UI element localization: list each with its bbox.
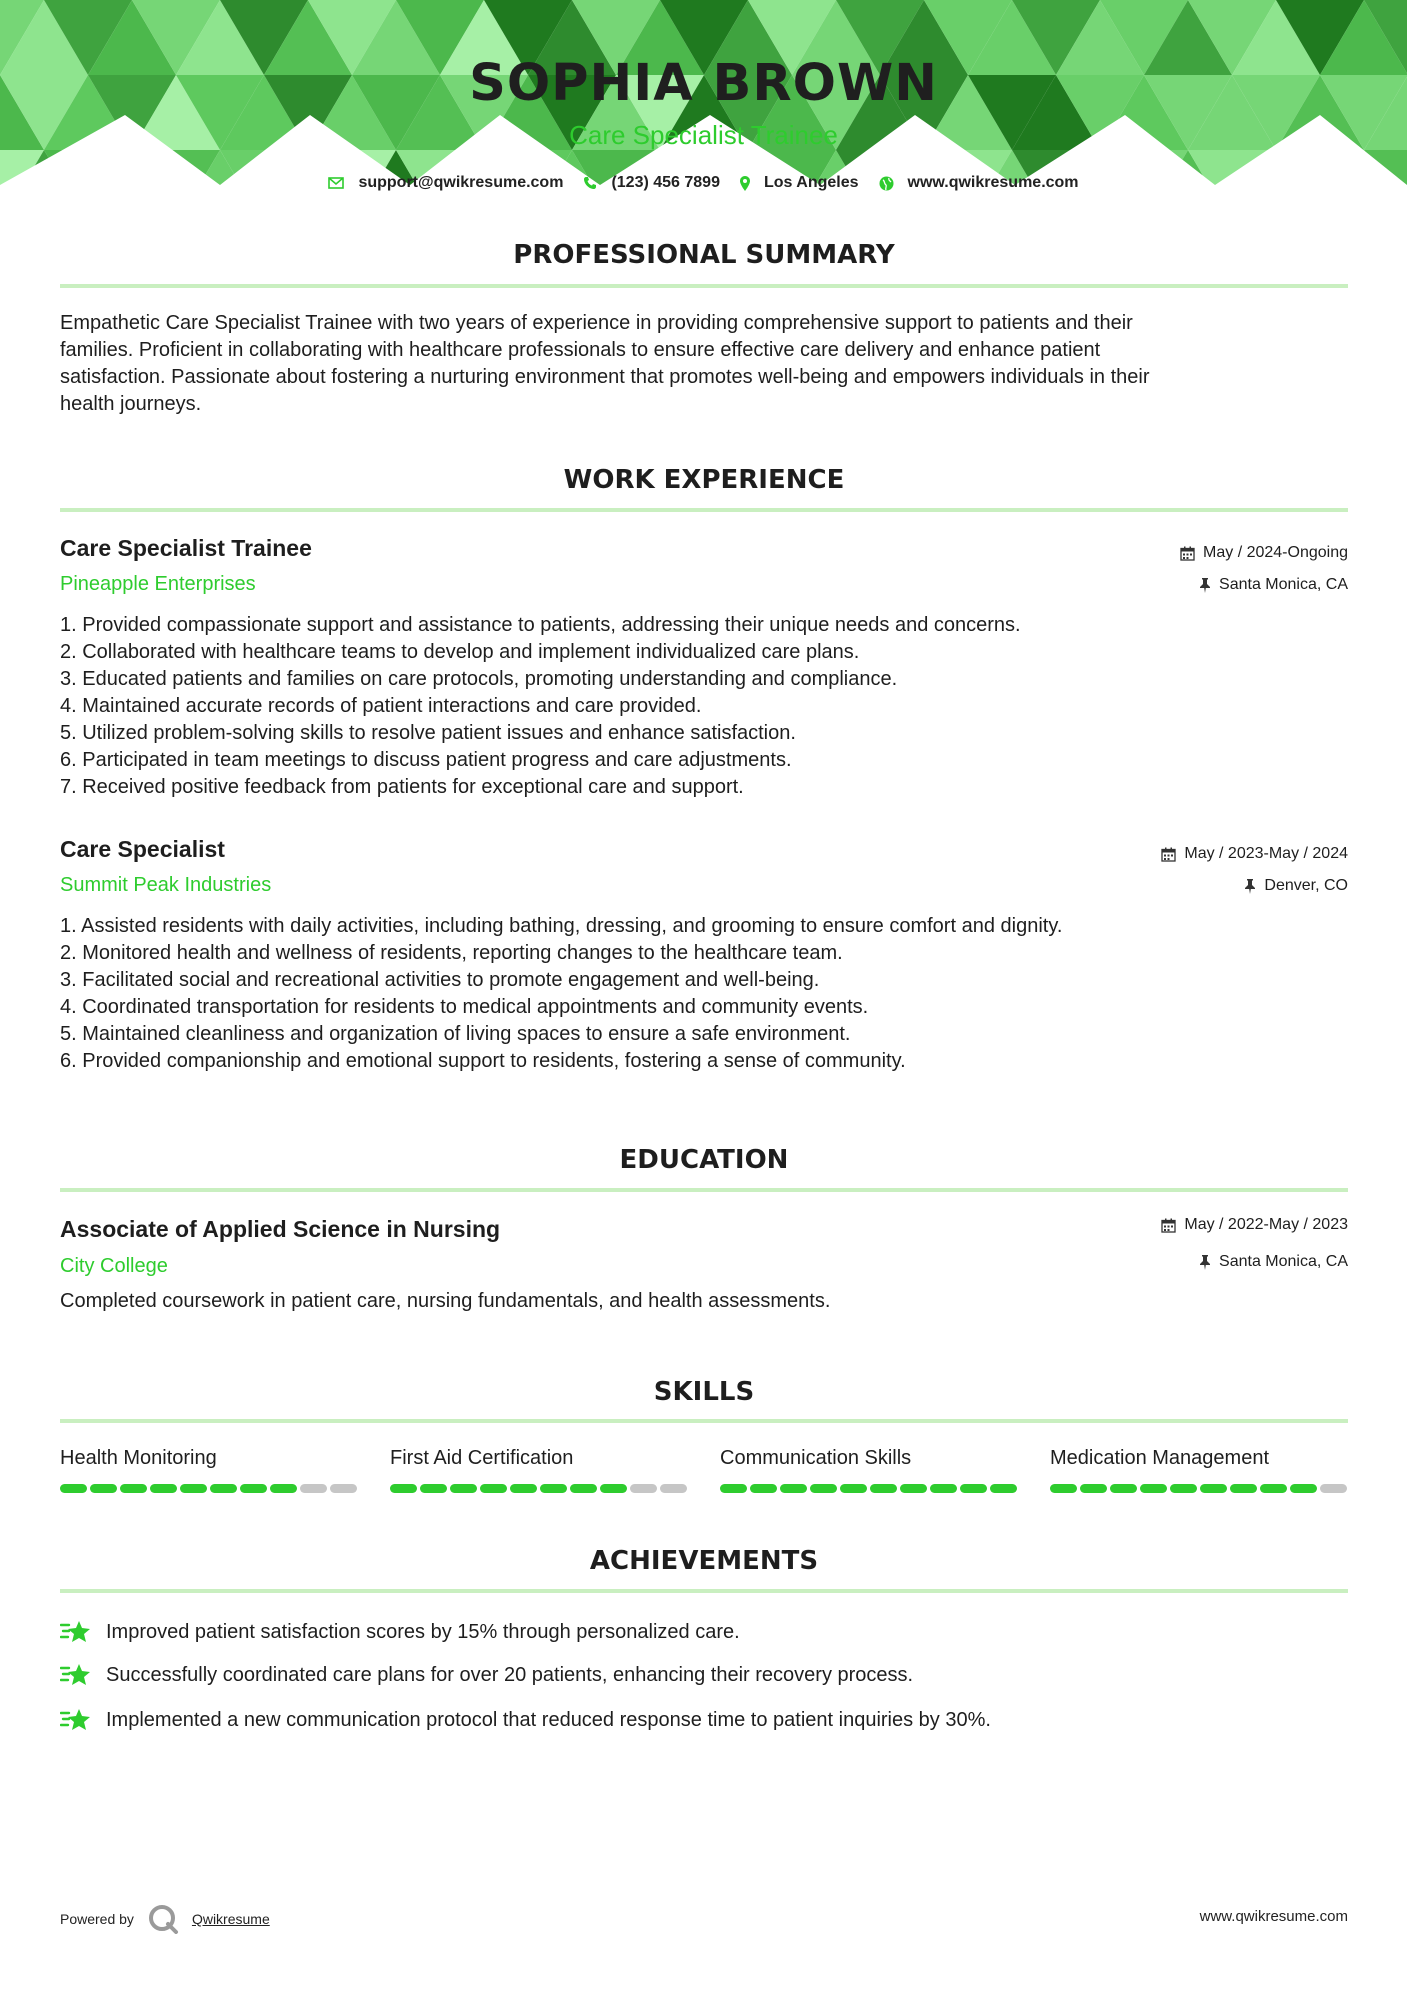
calendar-icon bbox=[1161, 1218, 1176, 1233]
skills-divider bbox=[60, 1419, 1348, 1423]
summary-line: Empathetic Care Specialist Trainee with two years of experience in providing comprehensive support to patients and their bbox=[60, 312, 1133, 334]
summary-divider bbox=[60, 284, 1348, 288]
shooting-star-icon bbox=[60, 1661, 92, 1689]
rating-dot-filled bbox=[390, 1484, 417, 1493]
pushpin-icon bbox=[1199, 1255, 1211, 1270]
rating-dot-filled bbox=[600, 1484, 627, 1493]
phone-text: (123) 456 7899 bbox=[611, 174, 720, 191]
list-item: 4. Coordinated transportation for residents to medical appointments and community events. bbox=[60, 996, 869, 1018]
rating-dot-filled bbox=[1290, 1484, 1317, 1493]
rating-dot-filled bbox=[180, 1484, 207, 1493]
skill-rating bbox=[720, 1484, 1020, 1493]
job-date-text: May / 2024-Ongoing bbox=[1203, 544, 1348, 561]
education-location bbox=[1199, 1254, 1348, 1270]
list-item: 6. Participated in team meetings to discuss patient progress and care adjustments. bbox=[60, 749, 792, 771]
skill-item bbox=[1050, 1448, 1350, 1493]
achievements-divider bbox=[60, 1589, 1348, 1593]
powered-by-text: Powered by bbox=[60, 1911, 134, 1927]
rating-dot-filled bbox=[480, 1484, 507, 1493]
summary-text bbox=[60, 310, 1350, 418]
envelope-icon bbox=[328, 177, 344, 189]
skill-name: Medication Management bbox=[1050, 1447, 1270, 1469]
skill-name: First Aid Certification bbox=[390, 1447, 574, 1469]
skill-item bbox=[60, 1448, 360, 1493]
school-name: City College bbox=[60, 1255, 168, 1277]
rating-dot-empty bbox=[630, 1484, 657, 1493]
rating-dot-filled bbox=[810, 1484, 837, 1493]
rating-dot-empty bbox=[660, 1484, 687, 1493]
job-title: Care Specialist Trainee bbox=[60, 535, 312, 561]
skill-name: Health Monitoring bbox=[60, 1447, 217, 1469]
rating-dot-filled bbox=[540, 1484, 567, 1493]
rating-dot-filled bbox=[1170, 1484, 1197, 1493]
calendar-icon bbox=[1161, 847, 1176, 862]
rating-dot-filled bbox=[1050, 1484, 1077, 1493]
job-title: Care Specialist bbox=[60, 836, 225, 862]
contact-website[interactable] bbox=[879, 174, 1079, 192]
shooting-star-icon bbox=[60, 1618, 92, 1646]
rating-dot-filled bbox=[510, 1484, 537, 1493]
job-location-text: Santa Monica, CA bbox=[1219, 576, 1348, 593]
rating-dot-filled bbox=[1200, 1484, 1227, 1493]
rating-dot-filled bbox=[210, 1484, 237, 1493]
job-location bbox=[1199, 577, 1348, 593]
contact-bar bbox=[0, 174, 1407, 192]
rating-dot-empty bbox=[1320, 1484, 1347, 1493]
rating-dot-filled bbox=[840, 1484, 867, 1493]
achievement-text: Improved patient satisfaction scores by 15% through personalized care. bbox=[106, 1621, 740, 1643]
summary-line: health journeys. bbox=[60, 393, 202, 415]
list-item: 5. Maintained cleanliness and organization of living spaces to ensure a safe environment. bbox=[60, 1023, 851, 1045]
pushpin-icon bbox=[1199, 578, 1211, 593]
summary-line: satisfaction. Passionate about fostering a nurturing environment that promotes well-being and empowers individuals in their bbox=[60, 366, 1150, 388]
rating-dot-filled bbox=[60, 1484, 87, 1493]
globe-icon bbox=[879, 176, 894, 191]
phone-icon bbox=[583, 176, 597, 190]
skill-rating bbox=[60, 1484, 360, 1493]
education-heading: EDUCATION bbox=[619, 1145, 789, 1175]
skill-rating bbox=[390, 1484, 690, 1493]
job-location bbox=[1244, 878, 1348, 894]
job-location-text: Denver, CO bbox=[1264, 877, 1348, 894]
footer-website[interactable]: www.qwikresume.com bbox=[1199, 1908, 1348, 1925]
degree-title: Associate of Applied Science in Nursing bbox=[60, 1216, 501, 1242]
location-text: Los Angeles bbox=[763, 174, 859, 191]
rating-dot-filled bbox=[120, 1484, 147, 1493]
qwikresume-logo-icon bbox=[148, 1904, 180, 1934]
list-item: 2. Collaborated with healthcare teams to develop and implement individualized care plans. bbox=[60, 641, 860, 663]
skill-rating bbox=[1050, 1484, 1350, 1493]
job-company: Pineapple Enterprises bbox=[60, 573, 256, 595]
job-date bbox=[1161, 846, 1348, 862]
job-date bbox=[1180, 545, 1348, 561]
skill-item bbox=[390, 1448, 690, 1493]
job-company: Summit Peak Industries bbox=[60, 874, 272, 896]
education-divider bbox=[60, 1188, 1348, 1192]
rating-dot-filled bbox=[870, 1484, 897, 1493]
website-text: www.qwikresume.com bbox=[907, 174, 1079, 191]
rating-dot-filled bbox=[1230, 1484, 1257, 1493]
summary-line: families. Proficient in collaborating with healthcare professionals to ensure effective care delivery and enhance patient bbox=[60, 339, 1101, 361]
contact-phone[interactable] bbox=[583, 174, 720, 192]
job-date-text: May / 2023-May / 2024 bbox=[1184, 845, 1348, 862]
rating-dot-filled bbox=[1140, 1484, 1167, 1493]
summary-heading: PROFESSIONAL SUMMARY bbox=[513, 240, 895, 270]
pushpin-icon bbox=[1244, 879, 1256, 894]
rating-dot-filled bbox=[990, 1484, 1017, 1493]
achievements-heading: ACHIEVEMENTS bbox=[589, 1546, 819, 1576]
education-date-text: May / 2022-May / 2023 bbox=[1184, 1216, 1348, 1233]
list-item: 6. Provided companionship and emotional support to residents, fostering a sense of community. bbox=[60, 1050, 906, 1072]
achievement-text: Successfully coordinated care plans for over 20 patients, enhancing their recovery process. bbox=[106, 1664, 914, 1686]
education-description: Completed coursework in patient care, nursing fundamentals, and health assessments. bbox=[60, 1290, 831, 1312]
rating-dot-filled bbox=[1260, 1484, 1287, 1493]
rating-dot-filled bbox=[930, 1484, 957, 1493]
rating-dot-filled bbox=[900, 1484, 927, 1493]
achievement-item bbox=[60, 1706, 991, 1734]
list-item: 5. Utilized problem-solving skills to resolve patient issues and enhance satisfaction. bbox=[60, 722, 796, 744]
rating-dot-filled bbox=[240, 1484, 267, 1493]
rating-dot-filled bbox=[90, 1484, 117, 1493]
skill-item bbox=[720, 1448, 1020, 1493]
rating-dot-filled bbox=[450, 1484, 477, 1493]
email-text: support@qwikresume.com bbox=[358, 174, 564, 191]
experience-heading: WORK EXPERIENCE bbox=[563, 465, 845, 495]
job-bullets bbox=[60, 913, 1350, 1075]
rating-dot-filled bbox=[270, 1484, 297, 1493]
candidate-name: SOPHIA BROWN bbox=[469, 54, 938, 113]
achievement-item bbox=[60, 1618, 740, 1646]
rating-dot-filled bbox=[750, 1484, 777, 1493]
candidate-role: Care Specialist Trainee bbox=[569, 120, 838, 150]
rating-dot-filled bbox=[420, 1484, 447, 1493]
list-item: 2. Monitored health and wellness of residents, reporting changes to the healthcare team. bbox=[60, 942, 843, 964]
shooting-star-icon bbox=[60, 1706, 92, 1734]
list-item: 7. Received positive feedback from patients for exceptional care and support. bbox=[60, 776, 744, 798]
list-item: 3. Educated patients and families on care protocols, promoting understanding and compliance. bbox=[60, 668, 898, 690]
rating-dot-filled bbox=[570, 1484, 597, 1493]
rating-dot-filled bbox=[1080, 1484, 1107, 1493]
achievement-text: Implemented a new communication protocol that reduced response time to patient inquiries by 30%. bbox=[106, 1709, 991, 1731]
calendar-icon bbox=[1180, 546, 1195, 561]
experience-divider bbox=[60, 508, 1348, 512]
list-item: 1. Assisted residents with daily activities, including bathing, dressing, and grooming to ensure comfort and dignity. bbox=[60, 915, 1063, 937]
achievement-item bbox=[60, 1661, 913, 1689]
list-item: 3. Facilitated social and recreational activities to promote engagement and well-being. bbox=[60, 969, 820, 991]
list-item: 4. Maintained accurate records of patient interactions and care provided. bbox=[60, 695, 702, 717]
rating-dot-empty bbox=[330, 1484, 357, 1493]
skill-name: Communication Skills bbox=[720, 1447, 912, 1469]
rating-dot-filled bbox=[780, 1484, 807, 1493]
education-date bbox=[1161, 1217, 1348, 1233]
map-pin-icon bbox=[740, 176, 750, 191]
education-location-text: Santa Monica, CA bbox=[1219, 1253, 1348, 1270]
contact-email[interactable] bbox=[328, 174, 563, 192]
list-item: 1. Provided compassionate support and assistance to patients, addressing their unique needs and concerns. bbox=[60, 614, 1021, 636]
rating-dot-filled bbox=[150, 1484, 177, 1493]
rating-dot-empty bbox=[300, 1484, 327, 1493]
rating-dot-filled bbox=[1110, 1484, 1137, 1493]
rating-dot-filled bbox=[960, 1484, 987, 1493]
footer-powered-by bbox=[60, 1904, 270, 1934]
rating-dot-filled bbox=[720, 1484, 747, 1493]
job-bullets bbox=[60, 612, 1350, 801]
qwikresume-link[interactable]: Qwikresume bbox=[191, 1911, 270, 1927]
skills-heading: SKILLS bbox=[653, 1377, 755, 1407]
skills-list bbox=[60, 1448, 1350, 1493]
contact-location bbox=[740, 174, 859, 192]
